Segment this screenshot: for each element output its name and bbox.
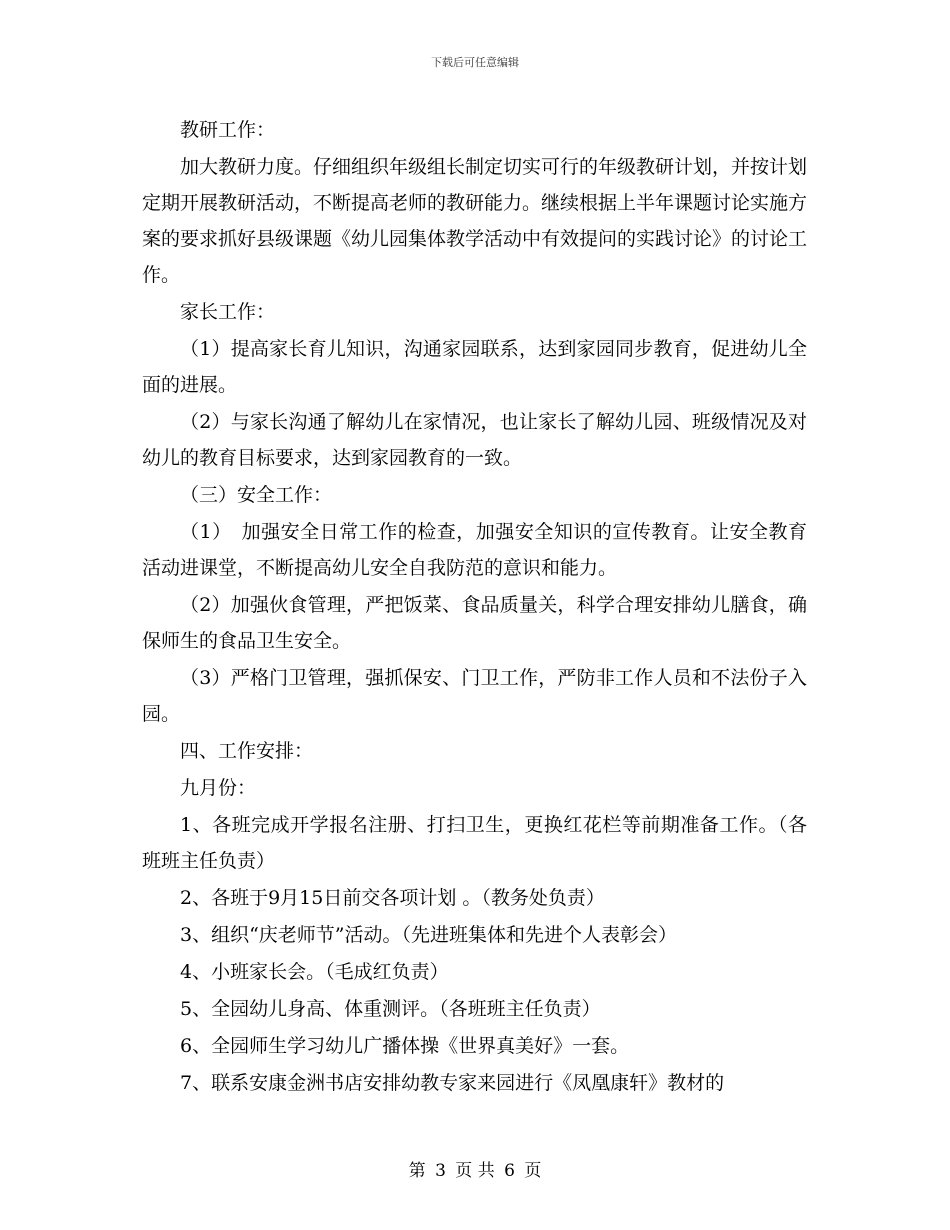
section-heading-safety: （三）安全工作：: [180, 484, 333, 506]
list-item: 4、小班家长会。（毛成红负责）: [180, 961, 449, 983]
paragraph: 加大教研力度。仔细组织年级组长制定切实可行的年级教研计划，并按计划定期开展教研活动，不断提高老师的教研能力。继续根据上半年课题讨论实施方案的要求抓好县级课题《幼儿园集体教学活动中有效提问的实践讨论》的讨论工作。: [142, 156, 808, 286]
page-footer: [0, 1156, 950, 1181]
footer-prefix: 第: [408, 1161, 426, 1181]
footer-suffix: 页: [524, 1161, 542, 1181]
footer-mid: 页 共: [455, 1161, 495, 1181]
section-heading-schedule: 四、工作安排：: [180, 740, 314, 762]
paragraph: （2）与家长沟通了解幼儿在家情况，也让家长了解幼儿园、班级情况及对幼儿的教育目标要求，达到家园教育的一致。: [142, 411, 807, 469]
paragraph: （2）加强伙食管理，严把饭菜、食品质量关，科学合理安排幼儿膳食，确保师生的食品卫生安全。: [142, 594, 807, 652]
list-item: 6、全园师生学习幼儿广播体操《世界真美好》一套。: [180, 1035, 630, 1057]
paragraph: （1）提高家长育儿知识，沟通家园联系，达到家园同步教育，促进幼儿全面的进展。: [142, 338, 807, 396]
list-item: 1、各班完成开学报名注册、打扫卫生，更换红花栏等前期准备工作。（各班班主任负责）: [142, 814, 807, 872]
list-item: 2、各班于9月15日前交各项计划 。（教务处负责）: [180, 887, 605, 909]
paragraph: （3）严格门卫管理，强抓保安、门卫工作，严防非工作人员和不法份子入园。: [142, 667, 807, 725]
section-heading-research: 教研工作：: [180, 119, 276, 141]
list-item: 7、联系安康金洲书店安排幼教专家来园进行《凤凰康轩》教材的: [180, 1072, 725, 1094]
page-header: 下载后可任意编辑: [431, 56, 519, 69]
month-heading: 九月份：: [180, 777, 257, 799]
list-item: 3、组织“庆老师节”活动。（先进班集体和先进个人表彰会）: [180, 924, 678, 946]
page-total: 6: [504, 1161, 515, 1181]
paragraph: （1） 加强安全日常工作的检查，加强安全知识的宣传教育。让安全教育活动进课堂，不断提高幼儿安全自我防范的意识和能力。: [142, 521, 807, 579]
list-item: 5、全园幼儿身高、体重测评。（各班班主任负责）: [180, 998, 601, 1020]
document-body: [142, 112, 807, 1102]
page-number: 3: [435, 1161, 446, 1181]
section-heading-parents: 家长工作：: [180, 301, 276, 323]
